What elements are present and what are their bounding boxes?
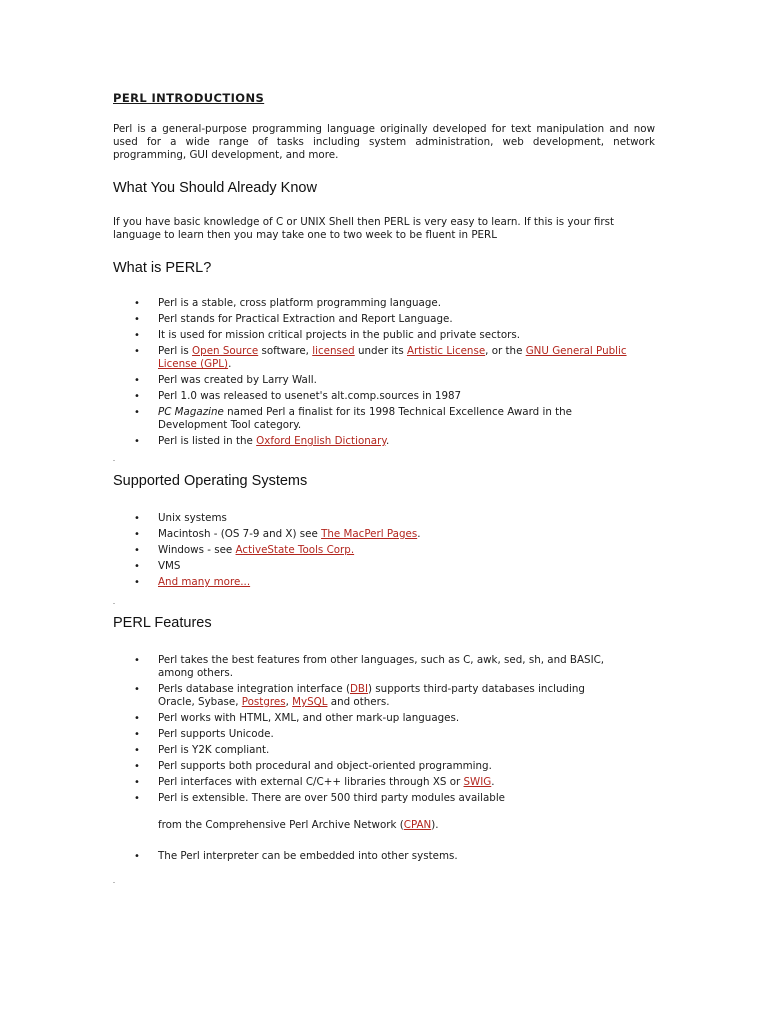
bullet-icon: • [134, 513, 140, 524]
link-activestate[interactable]: ActiveState Tools Corp. [235, 544, 355, 556]
list-item [113, 576, 655, 589]
bullet-icon: • [134, 777, 140, 788]
bullet-icon: • [134, 346, 140, 357]
list-item: • Windows - see ActiveState Tools Corp. [134, 544, 355, 556]
divider-mark [113, 460, 115, 461]
list-item: • Perl supports both procedural and object-oriented programming. [134, 760, 492, 772]
list-item: • Macintosh - (OS 7-9 and X) see The MacPerl Pages. [134, 528, 421, 540]
list-item: • Perl was created by Larry Wall. [134, 374, 317, 386]
link-postgres[interactable]: Postgres [241, 696, 286, 708]
heading-supported-os: Supported Operating Systems [113, 473, 308, 489]
bullet-icon: • [134, 529, 140, 540]
list-item: • Perl takes the best features from other languages, such as C, awk, sed, sh, and BASIC, among others. [134, 654, 605, 679]
list-item: • VMS [134, 560, 181, 572]
bullet-icon: • [134, 761, 140, 772]
list-item: • Perl is listed in the Oxford English Dictionary. [134, 435, 390, 447]
divider-mark [113, 603, 115, 604]
link-open-source[interactable]: Open Source [192, 345, 259, 357]
bullet-icon: • [134, 577, 140, 588]
bullet-icon: • [134, 561, 140, 572]
bullet-icon: • [134, 436, 140, 447]
intro-paragraph: Perl is a general-purpose programming language originally developed for text manipulation and now used for a wide range of tasks including system administration, web development, network programming, GUI development, and more. [113, 123, 655, 161]
list-item: • Perls database integration interface (DBI) supports third-party databases including Oracle, Sybase, Postgres, MySQL and others. [134, 683, 585, 708]
list-item: • Perl stands for Practical Extraction and Report Language. [134, 313, 453, 325]
bullet-icon: • [134, 545, 140, 556]
bullet-icon: • [134, 851, 140, 862]
list-item: • It is used for mission critical projects in the public and private sectors. [134, 329, 521, 341]
list-item: • Perl is a stable, cross platform programming language. [134, 297, 442, 309]
bullet-icon: • [134, 729, 140, 740]
divider-mark [113, 882, 115, 883]
list-item: • Perl is Open Source software, licensed under its Artistic License, or the GNU General Public License (GPL). [134, 345, 627, 370]
features-list-end [113, 850, 655, 863]
page-title: PERL INTRODUCTIONS [113, 91, 265, 105]
list-item: • Perl interfaces with external C/C++ libraries through XS or SWIG. [134, 776, 495, 788]
bullet-icon: • [134, 713, 140, 724]
bullet-icon: • [134, 684, 140, 695]
link-artistic-license[interactable]: Artistic License [406, 345, 486, 357]
bullet-icon: • [134, 298, 140, 309]
list-item: • The Perl interpreter can be embedded into other systems. [134, 850, 458, 862]
link-licensed[interactable]: licensed [312, 345, 355, 357]
bullet-icon: • [134, 375, 140, 386]
bullet-icon: • [134, 745, 140, 756]
what-is-perl-list [113, 297, 655, 448]
link-many-more[interactable]: And many more... [158, 576, 251, 588]
link-macperl-pages[interactable]: The MacPerl Pages [321, 528, 418, 540]
list-item: • PC Magazine named Perl a finalist for its 1998 Technical Excellence Award in the Development Tool category. [134, 406, 573, 431]
know-paragraph: If you have basic knowledge of C or UNIX Shell then PERL is very easy to learn. If this is your first language to learn then you may take one to two week to be fluent in PERL [113, 216, 614, 241]
link-dbi[interactable]: DBI [349, 683, 369, 695]
list-item: • Perl is Y2K compliant. [134, 744, 270, 756]
bullet-icon: • [134, 655, 140, 666]
link-swig[interactable]: SWIG [463, 776, 492, 788]
link-mysql[interactable]: MySQL [292, 696, 328, 708]
os-list [113, 512, 655, 589]
bullet-icon: • [134, 391, 140, 402]
link-gnu-gpl[interactable]: GNU General Public License (GPL) [158, 345, 627, 370]
list-item: • Perl is extensible. There are over 500 third party modules available [134, 792, 506, 804]
bullet-icon: • [134, 407, 140, 418]
link-oxford-dictionary[interactable]: Oxford English Dictionary [256, 435, 386, 447]
list-item: • Unix systems [134, 512, 227, 524]
list-item: • Perl supports Unicode. [134, 728, 274, 740]
heading-what-you-should-know: What You Should Already Know [113, 180, 317, 196]
link-cpan[interactable]: CPAN [403, 819, 432, 831]
features-continuation: from the Comprehensive Perl Archive Network (CPAN). [158, 819, 439, 831]
bullet-icon: • [134, 793, 140, 804]
heading-what-is-perl: What is PERL? [113, 260, 212, 276]
list-item: • Perl 1.0 was released to usenet's alt.comp.sources in 1987 [134, 390, 462, 402]
heading-perl-features: PERL Features [113, 615, 212, 631]
list-item: • Perl works with HTML, XML, and other mark-up languages. [134, 712, 460, 724]
bullet-icon: • [134, 330, 140, 341]
bullet-icon: • [134, 314, 140, 325]
features-list [113, 654, 655, 805]
